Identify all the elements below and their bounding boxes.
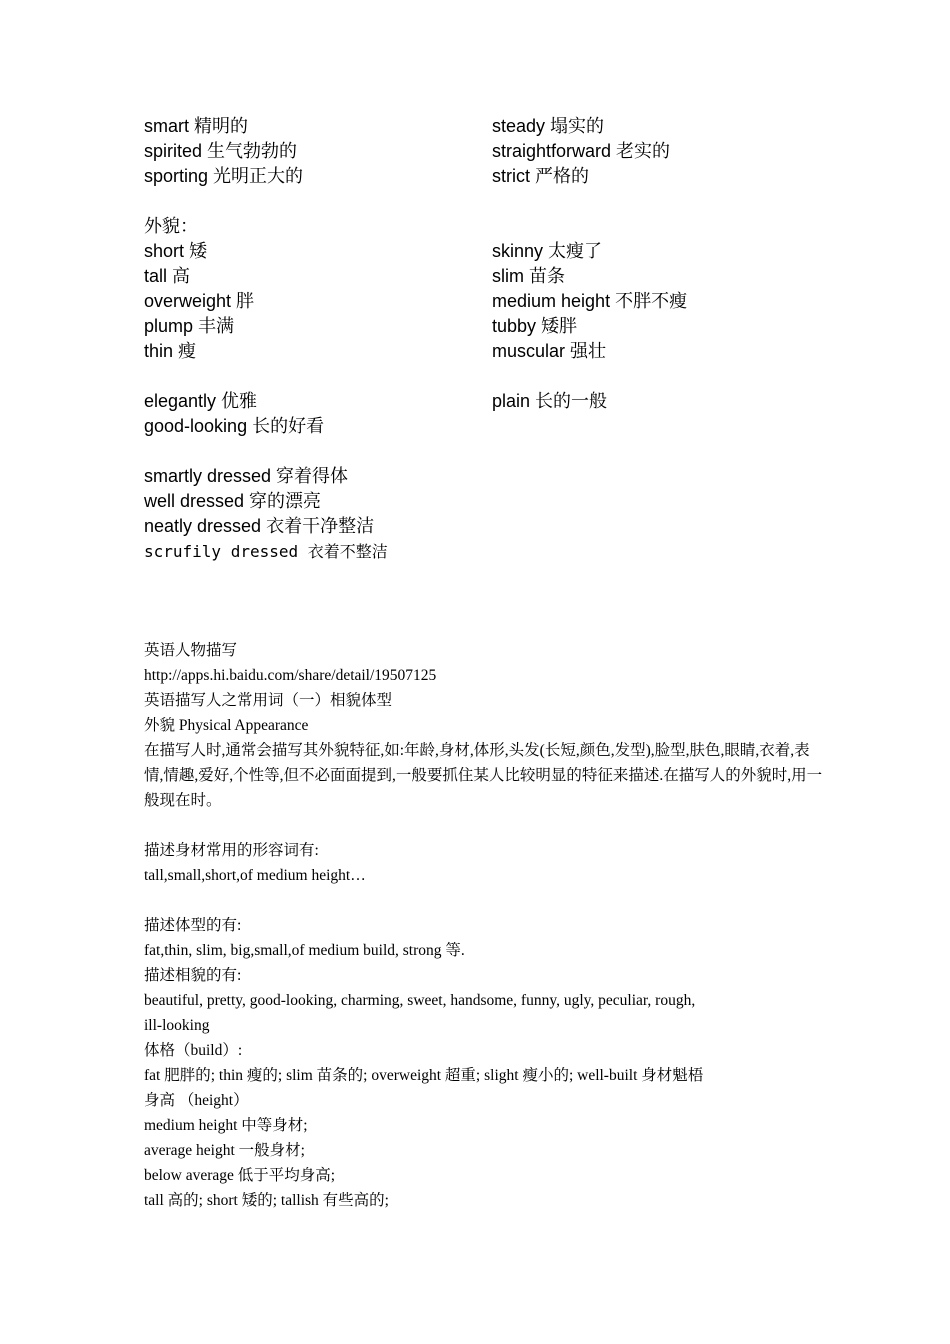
section-heading: 外貌 Physical Appearance: [144, 717, 309, 734]
build-label: 体格（build）:: [144, 1042, 243, 1059]
figure-heading: 描述身材常用的形容词有:: [144, 842, 319, 859]
vocab-term: muscular 强壮: [492, 341, 607, 361]
vocab-term: scrufily dressed 衣着不整洁: [144, 542, 388, 561]
vocab-term: thin 瘦: [144, 341, 197, 361]
vocab-term: overweight 胖: [144, 291, 255, 311]
vocab-term: sporting 光明正大的: [144, 166, 304, 186]
vocab-term: plain 长的一般: [492, 391, 608, 411]
vocabulary-columns: [144, 114, 844, 564]
vocab-row: [144, 114, 844, 139]
vocab-term: slim 苗条: [492, 266, 565, 286]
vocab-term: [492, 414, 844, 439]
appearance-heading-row: [144, 214, 844, 239]
vocab-row: [144, 389, 844, 414]
vocab-row: [144, 164, 844, 189]
vocab-row: [144, 339, 844, 364]
article-title: 英语人物描写: [144, 642, 238, 659]
vocab-term: medium height 不胖不瘦: [492, 291, 688, 311]
vocab-term: smart 精明的: [144, 116, 249, 136]
vocab-row: [144, 314, 844, 339]
vocab-term: plump 丰满: [144, 316, 235, 336]
vocab-row: [144, 239, 844, 264]
figure-words: tall,small,short,of medium height…: [144, 867, 366, 884]
vocab-row: [144, 264, 844, 289]
vocab-row: [144, 464, 844, 489]
vocab-term: straightforward 老实的: [492, 141, 671, 161]
looks-words: beautiful, pretty, good-looking, charming, sweet, handsome, funny, ugly, peculiar, rough,: [144, 992, 696, 1009]
height-item: average height 一般身材;: [144, 1142, 305, 1159]
vocab-term: strict 严格的: [492, 166, 589, 186]
article-body: [144, 638, 824, 1213]
vocab-term: tall 高: [144, 266, 191, 286]
intro-paragraph: 在描写人时,通常会描写其外貌特征,如:年龄,身材,体形,头发(长短,颜色,发型),脸型,肤色,眼睛,衣着,表情,情趣,爱好,个性等,但不必面面提到,一般要抓住某人比较明显的特征来描述.在描写人的外貌时,用一般现在时。: [144, 742, 823, 809]
article-url: http://apps.hi.baidu.com/share/detail/19507125: [144, 667, 437, 684]
vocab-term: smartly dressed 穿着得体: [144, 466, 349, 486]
vocab-row: [144, 489, 844, 514]
looks-heading: 描述相貌的有:: [144, 967, 242, 984]
height-item: medium height 中等身材;: [144, 1117, 308, 1134]
build-list: fat 肥胖的; thin 瘦的; slim 苗条的; overweight 超重; slight 瘦小的; well-built 身材魁梧: [144, 1067, 704, 1084]
vocab-row: [144, 289, 844, 314]
vocab-term: neatly dressed 衣着干净整洁: [144, 516, 375, 536]
build-heading: 描述体型的有:: [144, 917, 242, 934]
vocab-term: well dressed 穿的漂亮: [144, 491, 322, 511]
build-words: fat,thin, slim, big,small,of medium build, strong 等.: [144, 942, 465, 959]
vocab-term: steady 塌实的: [492, 116, 605, 136]
vocab-term: elegantly 优雅: [144, 391, 258, 411]
vocab-term: tubby 矮胖: [492, 316, 578, 336]
vocab-term: spirited 生气勃勃的: [144, 141, 298, 161]
height-item: below average 低于平均身高;: [144, 1167, 336, 1184]
height-label: 身高 （height）: [144, 1092, 249, 1109]
vocab-term: short 矮: [144, 241, 208, 261]
vocab-row: [144, 414, 844, 439]
vocab-term: skinny 太瘦了: [492, 241, 603, 261]
looks-words-cont: ill-looking: [144, 1017, 210, 1034]
height-item: tall 高的; short 矮的; tallish 有些高的;: [144, 1192, 389, 1209]
article-subtitle: 英语描写人之常用词（一）相貌体型: [144, 692, 393, 709]
appearance-heading: 外貌：: [144, 216, 198, 236]
vocab-row: [144, 139, 844, 164]
vocab-row: [144, 539, 844, 564]
vocab-row: [144, 514, 844, 539]
vocab-term: good-looking 长的好看: [144, 416, 325, 436]
